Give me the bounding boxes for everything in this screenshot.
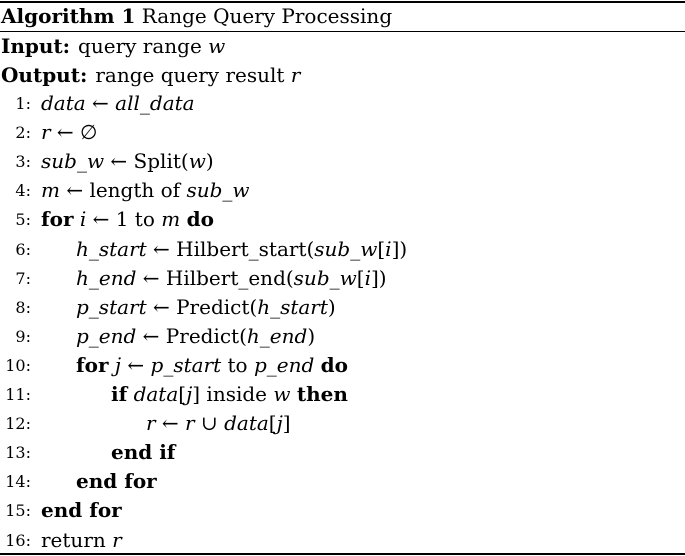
variable: sub_w: [41, 149, 105, 174]
line-number: 15:: [5, 501, 31, 521]
keyword: end if: [111, 440, 176, 465]
variable: r: [112, 527, 122, 552]
variable: p_start: [76, 294, 147, 319]
line-number: 1:: [15, 94, 31, 113]
variable: p_start: [150, 352, 222, 377]
line-number: 16:: [5, 530, 31, 550]
code-text: ← Hilbert_end(: [136, 265, 294, 290]
code-text: to: [221, 352, 254, 377]
line-code: [146, 409, 291, 438]
line-number: 5:: [15, 210, 31, 230]
variable: sub_w: [186, 178, 250, 203]
output-text: range query result: [95, 63, 285, 87]
variable: w: [188, 149, 206, 174]
keyword: for: [41, 207, 74, 232]
line-code: [41, 526, 122, 555]
keyword: for: [76, 352, 109, 377]
code-text: ]: [282, 411, 291, 436]
line-code: [76, 467, 157, 496]
line-code: [76, 235, 407, 264]
code-text: [: [268, 411, 277, 436]
variable: p_end: [76, 323, 137, 348]
input-line: [1, 34, 225, 58]
variable: data: [224, 411, 269, 436]
line-number: 11:: [5, 385, 31, 404]
input-label: Input:: [1, 34, 71, 58]
variable: h_end: [246, 323, 308, 348]
output-line: [1, 63, 300, 87]
keyword: then: [296, 382, 348, 406]
code-text: ← Split(: [104, 149, 189, 174]
variable: i: [79, 207, 87, 232]
code-text: ←: [85, 91, 116, 115]
code-text: return: [41, 527, 113, 552]
line-number: 10:: [5, 355, 31, 375]
code-text: ← Predict(: [136, 323, 247, 348]
line-number: 7:: [15, 268, 31, 288]
variable: i: [385, 236, 392, 261]
line-number: 14:: [5, 472, 31, 492]
variable: r: [41, 120, 51, 145]
top-rule: [0, 1, 685, 3]
code-text: ← Hilbert_start(: [146, 236, 315, 261]
line-code: [76, 293, 336, 322]
variable: data: [41, 91, 86, 115]
line-code: [41, 496, 122, 525]
variable: data: [133, 382, 179, 406]
keyword: do: [186, 207, 214, 232]
caption-label: Algorithm 1: [1, 4, 136, 28]
variable: h_start: [76, 236, 147, 261]
variable: r: [185, 411, 195, 436]
line-code: [41, 147, 214, 176]
line-number: 2:: [15, 123, 31, 143]
line-number: 8:: [15, 297, 31, 317]
variable: j: [276, 411, 283, 436]
line-code: [41, 205, 214, 234]
code-text: ← Predict(: [146, 294, 258, 319]
line-code: [76, 322, 315, 351]
code-text: ): [205, 149, 214, 174]
keyword: end for: [76, 469, 157, 494]
code-text: ←: [155, 411, 186, 436]
variable: sub_w: [293, 265, 357, 290]
code-text: ): [327, 294, 336, 319]
line-code: [41, 176, 250, 205]
input-var: w: [208, 34, 226, 58]
keyword: if: [111, 382, 128, 406]
variable: j: [186, 382, 193, 406]
code-text: ← ∅: [50, 120, 98, 145]
variable: i: [364, 265, 371, 290]
input-text: query range: [78, 34, 202, 58]
line-number: 13:: [5, 443, 31, 463]
code-text: ←: [121, 352, 151, 377]
line-number: 9:: [15, 326, 31, 346]
caption-rule: [0, 31, 685, 32]
bottom-rule: [0, 553, 685, 555]
line-code: [76, 351, 348, 380]
line-number: 4:: [15, 181, 31, 201]
variable: p_end: [253, 352, 315, 377]
variable: w: [273, 382, 291, 406]
line-code: [111, 380, 348, 409]
line-code: [41, 118, 97, 147]
algorithm-caption: [1, 4, 392, 28]
output-var: r: [290, 63, 301, 87]
variable: sub_w: [314, 236, 378, 261]
code-text: ∪: [194, 411, 225, 436]
code-text: ] inside: [192, 382, 274, 406]
line-code: [111, 438, 175, 467]
line-number: 12:: [5, 414, 31, 434]
line-number: 6:: [15, 239, 31, 259]
code-text: ]): [370, 265, 387, 290]
code-text: ]): [391, 236, 408, 261]
output-label: Output:: [1, 63, 88, 87]
line-code: [41, 89, 195, 118]
code-text: [: [356, 265, 365, 290]
variable: j: [114, 352, 122, 377]
code-text: ← 1 to: [86, 207, 162, 232]
code-text: ← length of: [59, 178, 187, 203]
variable: h_end: [76, 265, 137, 290]
variable: r: [146, 411, 156, 436]
variable: h_start: [257, 294, 328, 319]
variable: m: [41, 178, 60, 203]
line-number: 3:: [15, 152, 31, 172]
variable: all_data: [115, 91, 195, 115]
code-text: [: [377, 236, 386, 261]
variable: m: [161, 207, 181, 232]
caption-title: Range Query Processing: [141, 4, 393, 28]
line-code: [76, 264, 387, 293]
keyword: do: [320, 352, 348, 377]
keyword: end for: [41, 498, 122, 523]
code-text: [: [178, 382, 187, 406]
code-text: ): [307, 323, 316, 348]
